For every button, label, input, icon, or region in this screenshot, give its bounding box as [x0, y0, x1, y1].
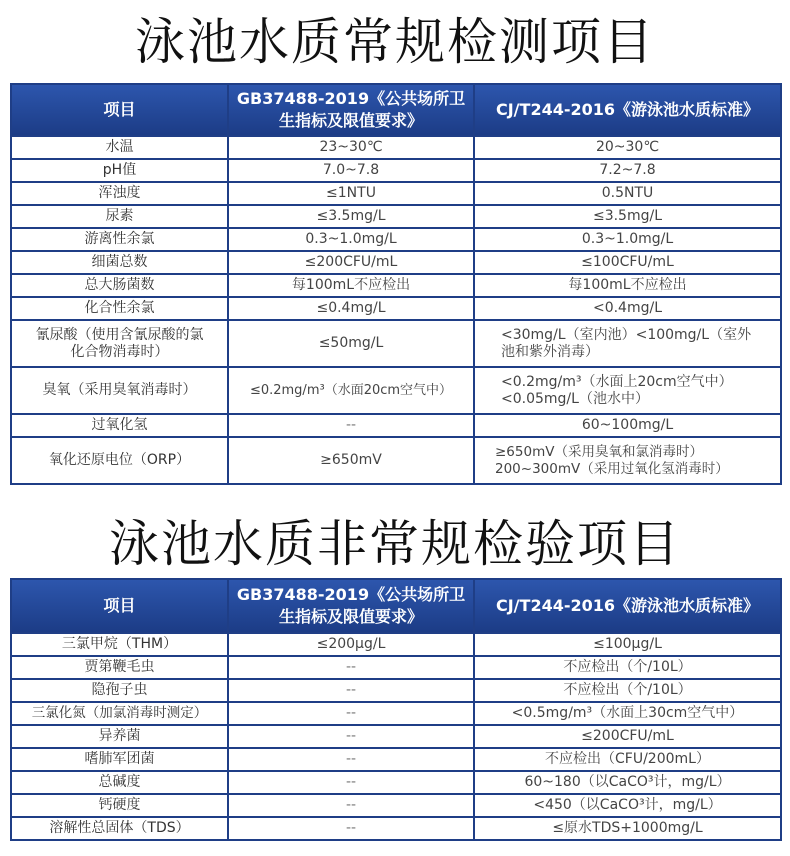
- header-item: 项目: [11, 84, 228, 136]
- header-cj-standard: CJ/T244-2016《游泳池水质标准》: [474, 579, 781, 633]
- row-gb-value: --: [228, 748, 474, 771]
- row-cj-value: 每100mL不应检出: [474, 274, 781, 297]
- row-cj-value: <0.4mg/L: [474, 297, 781, 320]
- row-item: 总碱度: [11, 771, 228, 794]
- row-gb-value: ≤50mg/L: [228, 320, 474, 367]
- row-item: 嗜肺军团菌: [11, 748, 228, 771]
- routine-test-table: [10, 83, 782, 485]
- row-gb-value: 0.3~1.0mg/L: [228, 228, 474, 251]
- row-gb-value: 23~30℃: [228, 136, 474, 159]
- table-row: [11, 159, 781, 182]
- row-item: 尿素: [11, 205, 228, 228]
- row-item: 细菌总数: [11, 251, 228, 274]
- table-row: [11, 367, 781, 414]
- row-item: 钙硬度: [11, 794, 228, 817]
- row-item: 三氯化氮（加氯消毒时测定）: [11, 702, 228, 725]
- row-gb-value: ≤1NTU: [228, 182, 474, 205]
- table-row: [11, 297, 781, 320]
- table-header-row: [11, 579, 781, 633]
- row-item: 浑浊度: [11, 182, 228, 205]
- row-cj-value: <0.5mg/m³（水面上30cm空气中）: [474, 702, 781, 725]
- table-row: [11, 437, 781, 484]
- section1-title: 泳池水质常规检测项目: [135, 13, 655, 71]
- row-item: 氰尿酸（使用含氰尿酸的氯化合物消毒时）: [11, 320, 228, 367]
- row-gb-value: --: [228, 656, 474, 679]
- table-header-row: [11, 84, 781, 136]
- row-gb-value: ≤200μg/L: [228, 633, 474, 656]
- table-row: [11, 414, 781, 437]
- row-gb-value: --: [228, 414, 474, 437]
- table-row: [11, 205, 781, 228]
- header-gb-standard: GB37488-2019《公共场所卫生指标及限值要求》: [228, 84, 474, 136]
- row-cj-value: <30mg/L（室内池）<100mg/L（室外池和紫外消毒）: [474, 320, 781, 367]
- row-item: pH值: [11, 159, 228, 182]
- row-cj-value: ≤100CFU/mL: [474, 251, 781, 274]
- row-gb-value: --: [228, 702, 474, 725]
- row-item: 水温: [11, 136, 228, 159]
- row-gb-value: --: [228, 817, 474, 840]
- table-row: [11, 182, 781, 205]
- table-row: [11, 251, 781, 274]
- row-item: 氧化还原电位（ORP）: [11, 437, 228, 484]
- row-cj-value: 不应检出（CFU/200mL）: [474, 748, 781, 771]
- row-gb-value: 每100mL不应检出: [228, 274, 474, 297]
- row-cj-value: <450（以CaCO³计，mg/L）: [474, 794, 781, 817]
- row-cj-value: 0.5NTU: [474, 182, 781, 205]
- row-gb-value: ≤3.5mg/L: [228, 205, 474, 228]
- row-item: 游离性余氯: [11, 228, 228, 251]
- table-row: [11, 320, 781, 367]
- row-cj-value: 60~180（以CaCO³计，mg/L）: [474, 771, 781, 794]
- table-row: [11, 702, 781, 725]
- table-row: [11, 794, 781, 817]
- table-row: [11, 817, 781, 840]
- row-gb-value: ≤0.4mg/L: [228, 297, 474, 320]
- table-row: [11, 679, 781, 702]
- table-row: [11, 656, 781, 679]
- row-cj-value: <0.2mg/m³（水面上20cm空气中）<0.05mg/L（池水中）: [474, 367, 781, 414]
- row-cj-value: 0.3~1.0mg/L: [474, 228, 781, 251]
- row-cj-value: 不应检出（个/10L）: [474, 656, 781, 679]
- row-cj-value: ≤200CFU/mL: [474, 725, 781, 748]
- section2-title: 泳池水质非常规检验项目: [109, 515, 681, 573]
- table-row: [11, 274, 781, 297]
- row-item: 臭氧（采用臭氧消毒时）: [11, 367, 228, 414]
- row-item: 化合性余氯: [11, 297, 228, 320]
- row-item: 溶解性总固体（TDS）: [11, 817, 228, 840]
- row-gb-value: ≥650mV: [228, 437, 474, 484]
- table-row: [11, 725, 781, 748]
- row-item: 隐孢子虫: [11, 679, 228, 702]
- row-cj-value: 20~30℃: [474, 136, 781, 159]
- row-item: 过氧化氢: [11, 414, 228, 437]
- header-item: 项目: [11, 579, 228, 633]
- table-row: [11, 228, 781, 251]
- row-cj-value: ≤3.5mg/L: [474, 205, 781, 228]
- header-cj-standard: CJ/T244-2016《游泳池水质标准》: [474, 84, 781, 136]
- row-cj-value: 7.2~7.8: [474, 159, 781, 182]
- row-gb-value: ≤0.2mg/m³（水面20cm空气中）: [228, 367, 474, 414]
- row-item: 异养菌: [11, 725, 228, 748]
- row-gb-value: --: [228, 725, 474, 748]
- row-gb-value: 7.0~7.8: [228, 159, 474, 182]
- row-gb-value: --: [228, 771, 474, 794]
- row-cj-value: ≥650mV（采用臭氧和氯消毒时）200~300mV（采用过氧化氢消毒时）: [474, 437, 781, 484]
- table-row: [11, 136, 781, 159]
- row-cj-value: ≤100μg/L: [474, 633, 781, 656]
- row-gb-value: --: [228, 794, 474, 817]
- row-item: 贾第鞭毛虫: [11, 656, 228, 679]
- row-gb-value: ≤200CFU/mL: [228, 251, 474, 274]
- table-row: [11, 633, 781, 656]
- row-cj-value: 不应检出（个/10L）: [474, 679, 781, 702]
- row-item: 总大肠菌数: [11, 274, 228, 297]
- header-gb-standard: GB37488-2019《公共场所卫生指标及限值要求》: [228, 579, 474, 633]
- row-item: 三氯甲烷（THM）: [11, 633, 228, 656]
- table-row: [11, 771, 781, 794]
- non-routine-test-table: [10, 578, 782, 841]
- row-gb-value: --: [228, 679, 474, 702]
- row-cj-value: ≤原水TDS+1000mg/L: [474, 817, 781, 840]
- row-cj-value: 60~100mg/L: [474, 414, 781, 437]
- table-row: [11, 748, 781, 771]
